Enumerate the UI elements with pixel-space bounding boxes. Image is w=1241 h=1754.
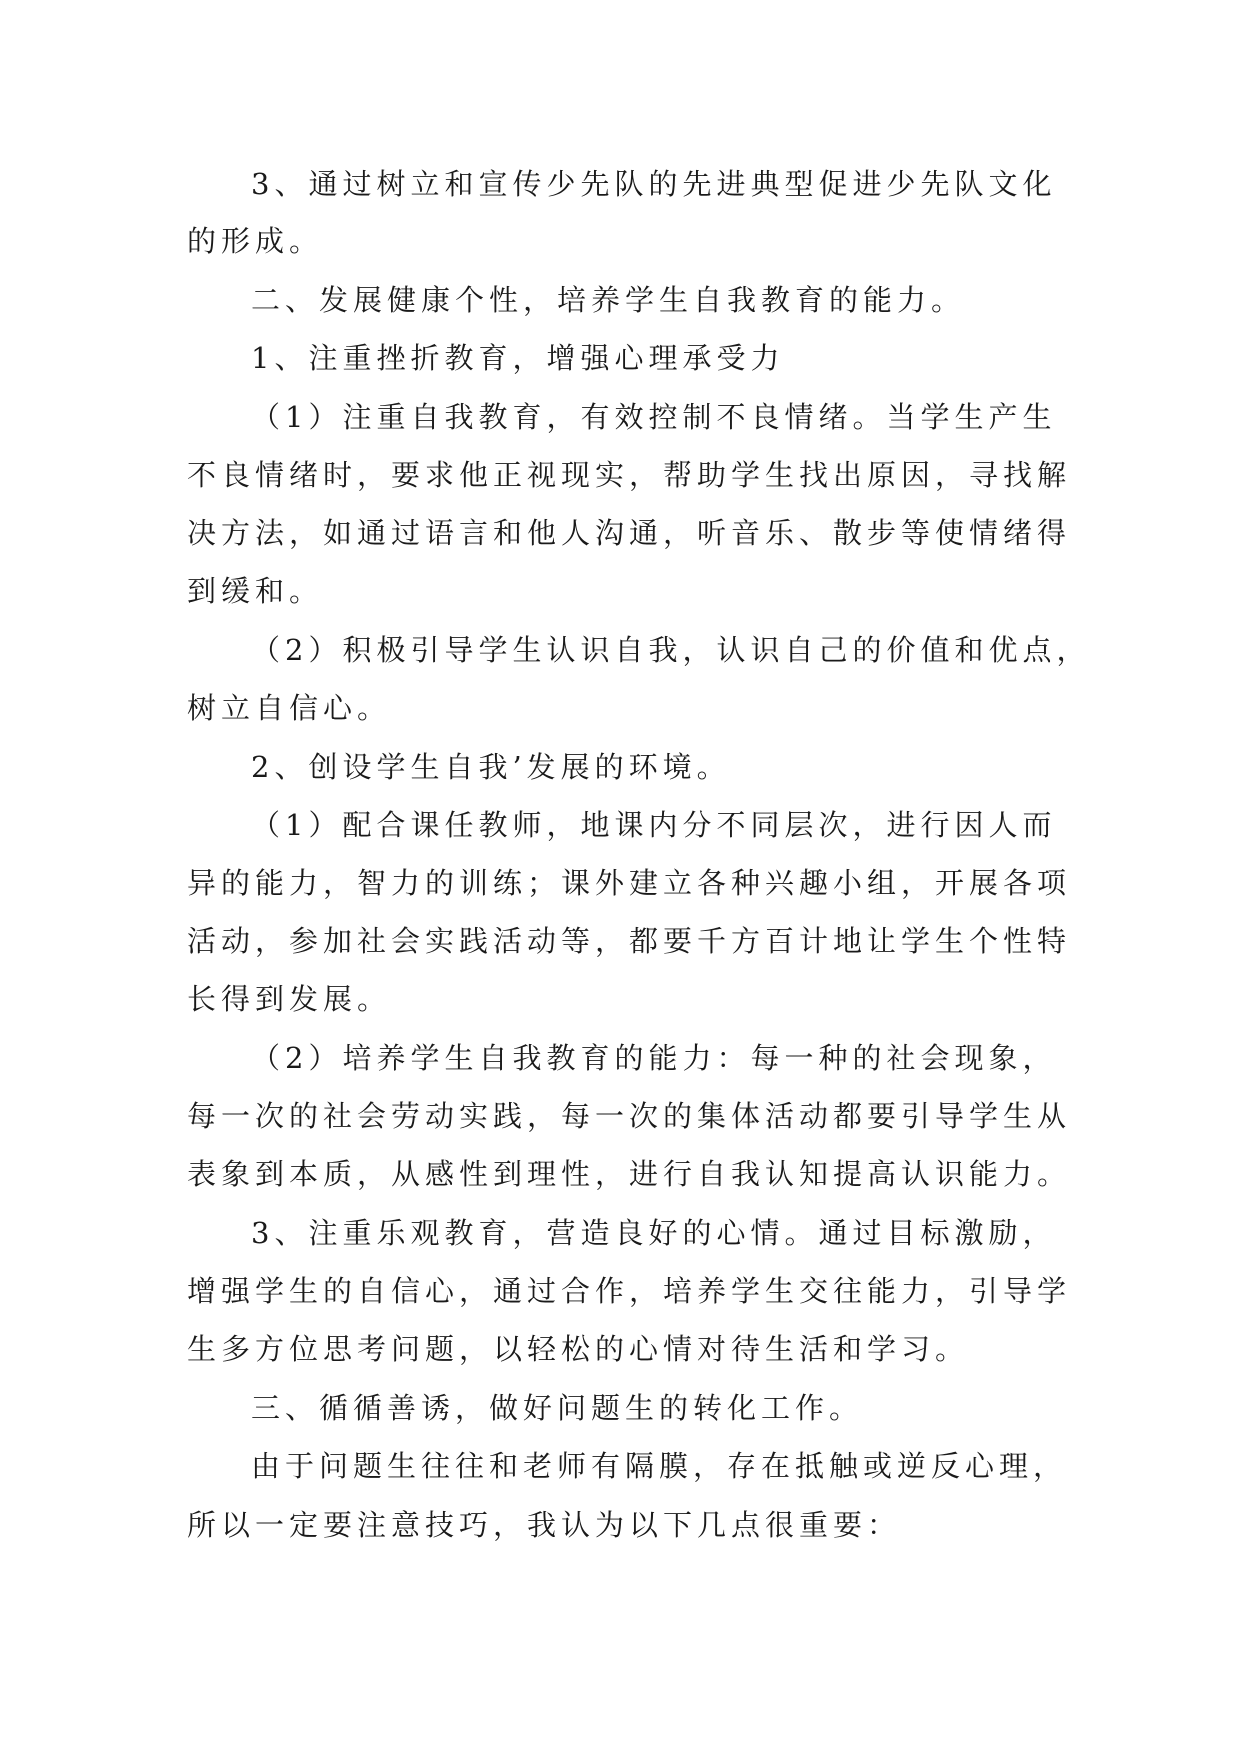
paragraph-line: 增强学生的自信心，通过合作，培养学生交往能力，引导学 [187,1274,1072,1308]
paragraph-line: 3、注重乐观教育，营造良好的心情。通过目标激励， [251,1216,1057,1250]
paragraph-line: 3、通过树立和宣传少先队的先进典型促进少先队文化 [251,167,1057,201]
paragraph-line: 的形成。 [187,224,324,258]
paragraph-line: 异的能力，智力的训练；课外建立各种兴趣小组，开展各项 [187,866,1072,900]
paragraph-line: （1）注重自我教育，有效控制不良情绪。当学生产生 [251,400,1057,434]
paragraph-line: （1）配合课任教师，地课内分不同层次，进行因人而 [251,808,1057,842]
subsection-heading: 2、创设学生自我’发展的环境。 [251,750,731,784]
paragraph-line: （2）培养学生自我教育的能力：每一种的社会现象， [251,1041,1057,1075]
paragraph-line: 由于问题生往往和老师有隔膜，存在抵触或逆反心理， [251,1449,1068,1483]
subsection-heading: 1、注重挫折教育，增强心理承受力 [251,341,785,375]
paragraph-line: 生多方位思考问题，以轻松的心情对待生活和学习。 [187,1332,970,1366]
section-heading: 三、循循善诱，做好问题生的转化工作。 [251,1391,864,1425]
paragraph-line: 长得到发展。 [187,982,392,1016]
paragraph-line: （2）积极引导学生认识自我，认识自己的价值和优点， [251,633,1091,667]
paragraph-line: 到缓和。 [187,574,324,608]
paragraph-line: 活动，参加社会实践活动等，都要千方百计地让学生个性特 [187,924,1072,958]
paragraph-line: 每一次的社会劳动实践，每一次的集体活动都要引导学生从 [187,1099,1072,1133]
section-heading: 二、发展健康个性，培养学生自我教育的能力。 [251,283,966,317]
paragraph-line: 树立自信心。 [187,691,392,725]
paragraph-line: 决方法，如通过语言和他人沟通，听音乐、散步等使情绪得 [187,516,1072,550]
paragraph-line: 表象到本质，从感性到理性，进行自我认知提高认识能力。 [187,1157,1072,1191]
paragraph-line: 不良情绪时，要求他正视现实，帮助学生找出原因，寻找解 [187,458,1072,492]
paragraph-line: 所以一定要注意技巧，我认为以下几点很重要： [187,1508,902,1542]
